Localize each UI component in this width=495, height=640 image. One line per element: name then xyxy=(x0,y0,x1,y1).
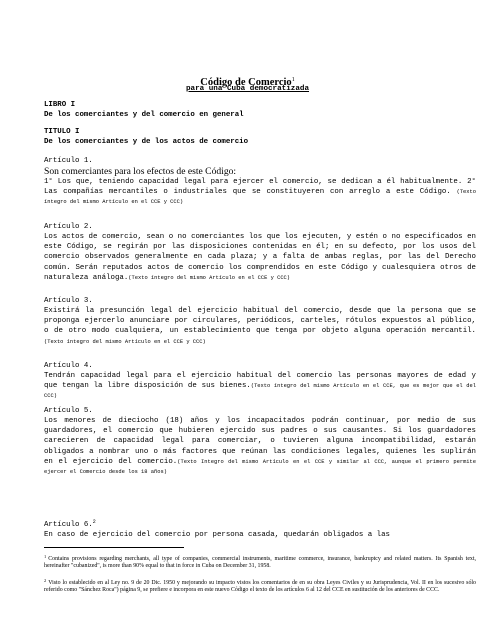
article-5-text: Los menores de dieciocho (18) años y los incapacitados podrán continuar, por medio de sus guardadores, el comercio que hubieren ejercido sus padres o sus causantes. Si los guardadores carecieren de capacidad legal para comerciar, o tuvieren alguna incompatibilidad, estarán obligados a nombrar uno o más factores que reúnan las condiciones legales, quienes les suplirán en el ejercicio del comercio. xyxy=(44,417,476,466)
footnote-2 xyxy=(44,577,476,595)
titulo-name: De los comerciantes y de los actos de comercio xyxy=(44,137,249,146)
footnote-1-number: 1 xyxy=(44,554,47,559)
footnote-2-text: Visto lo establecido en al Ley no. 9 de 20 Dic. 1950 y mejorando su impacto vistos los comentarios de en su obra Leyes Civiles y su Jurisprudencia, Vol. II en los sucesivo sólo referido como "Sánchez Roca") página 9, se prefiere e incorpora en este nuevo Código el texto de los artículos 6 al 12 del CCE en sustitución de los anteriores de CCC. xyxy=(44,580,476,594)
article-1-lead: Son comerciantes para los efectos de este Código: xyxy=(44,166,237,177)
article-1-text: 1° Los que, teniendo capacidad legal para ejercer el comercio, se dedican a él habitualmente. 2° Las compañías mercantiles o industriales que se constituyeren con arreglo a este Código. xyxy=(44,178,476,197)
document-title-text: Código de Comercio xyxy=(200,77,292,88)
footnote-2-number: 2 xyxy=(44,578,47,583)
article-6-heading-text: Artículo 6. xyxy=(44,521,93,529)
footnote-ref-1[interactable]: 1 xyxy=(291,77,295,83)
article-3-body xyxy=(44,306,476,347)
article-5-note: (Texto Integro del mismo Artículo en el CCE y similar al CCC, aunque el primero permite ejercer el Comercio desde los 18 años) xyxy=(44,458,477,476)
document-subtitle: para una Cuba democratizada xyxy=(185,85,310,93)
article-1 xyxy=(44,156,476,208)
article-6 xyxy=(44,517,476,540)
libro-name: De los comerciantes y del comercio en general xyxy=(44,110,244,119)
titulo-label: TITULO I xyxy=(44,128,80,136)
libro-label: LIBRO I xyxy=(44,101,76,109)
libro-heading xyxy=(44,101,476,120)
article-2-text: Los actos de comercio, sean o no comerciantes los que los ejecuten, y estén o no especificados en este Código, se regirán por las disposiciones contenidas en él; en su defecto, por los usos del comercio observados generalmente en cada plaza; y a falta de ambas reglas, por las del Derecho común. Serán reputados actos de comercio los comprendidos en este Código y cualesquiera otros de naturaleza análoga. xyxy=(44,233,476,282)
article-4-text: Tendrán capacidad legal para el ejercicio habitual del comercio las personas mayores de edad y que tengan la libre disposición de sus bienes. xyxy=(44,372,476,391)
article-4-body xyxy=(44,371,476,402)
article-6-heading xyxy=(44,517,476,530)
footnote-1 xyxy=(44,553,476,571)
article-2-note: (Texto íntegro del mismo Artículo en el CCE y CCC) xyxy=(128,274,291,281)
titulo-heading xyxy=(44,128,476,147)
article-2 xyxy=(44,222,476,283)
article-4 xyxy=(44,361,476,402)
article-4-heading: Artículo 4. xyxy=(44,362,93,370)
article-5-heading: Artículo 5. xyxy=(44,407,93,415)
article-4-note: (Texto íntegro del mismo Artículo en el CCE, que es mejor que el del CCC) xyxy=(44,383,477,400)
article-1-note: (Texto íntegro del mismo Artículo en el CCE y CCC) xyxy=(44,189,476,206)
footnote-ref-2[interactable]: 2 xyxy=(92,519,96,525)
footnote-divider xyxy=(44,547,184,548)
article-5 xyxy=(44,406,476,477)
article-3 xyxy=(44,296,476,347)
article-3-text: Existirá la presunción legal del ejercicio habitual del comercio, desde que la persona que se proponga ejercerlo anunciare por circulares, periódicos, carteles, rótulos expuestos al público, o de otro modo cualquiera, un establecimiento que tenga por objeto alguna operación mercantil. xyxy=(44,307,476,336)
footnote-1-text: Contains provisions regarding merchants, all type of companies, commercial instruments, maritime commerce, insurance, bankruptcy and related matters. Its Spanish text, hereinafter "cubanized", is more than 90% equal to that in force in Cuba on December 31, 1958. xyxy=(44,556,476,570)
article-1-heading: Artículo 1. xyxy=(44,157,93,165)
article-2-body xyxy=(44,232,476,283)
article-6-body: En caso de ejercicio del comercio por persona casada, quedarán obligados a las xyxy=(44,531,390,539)
article-3-heading: Artículo 3. xyxy=(44,297,93,305)
article-1-body xyxy=(44,177,476,208)
article-3-note: (Texto íntegro del mismo Artículo en el CCE y CCC) xyxy=(44,338,206,345)
article-2-heading: Artículo 2. xyxy=(44,223,93,231)
article-5-body xyxy=(44,416,476,477)
